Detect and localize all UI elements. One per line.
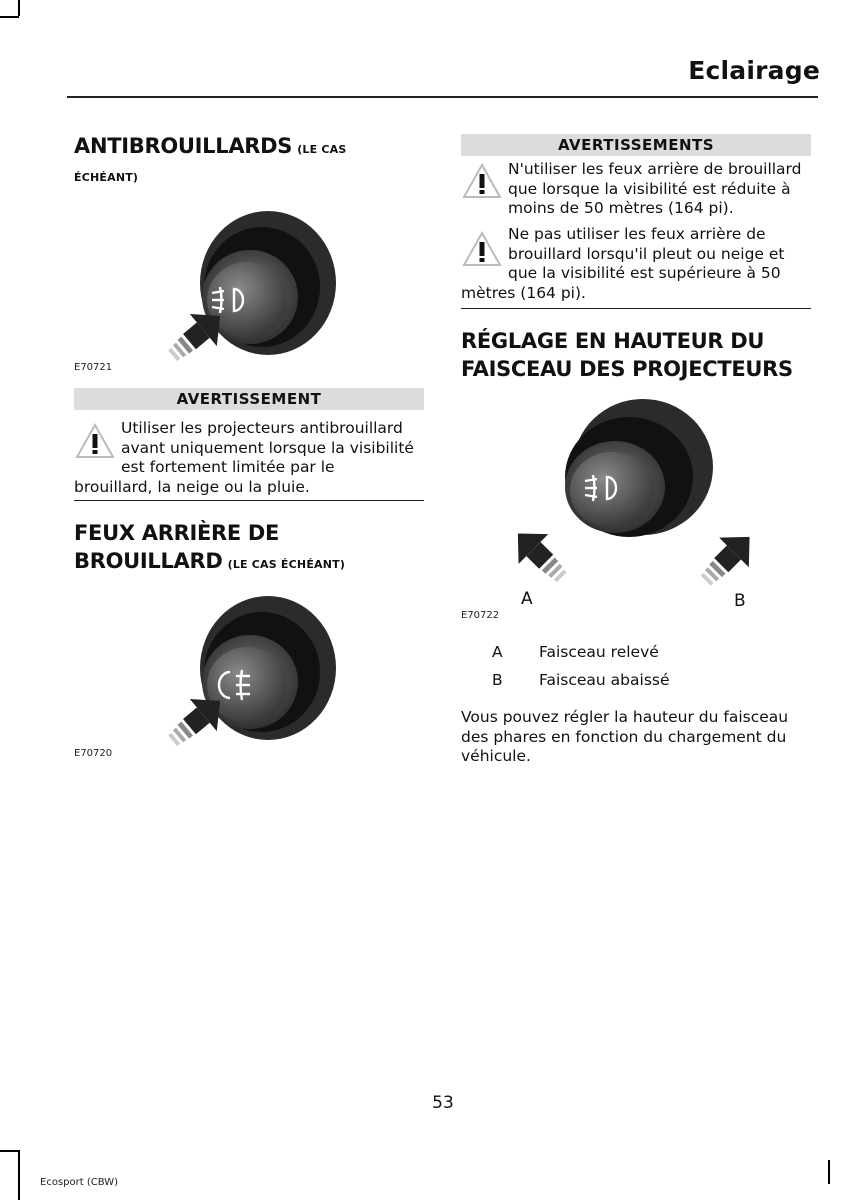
- section-title-line2: BROUILLARD: [74, 549, 223, 573]
- figure-label-a: A: [521, 589, 533, 609]
- crop-mark-bottom-left-h: [0, 1150, 19, 1152]
- crop-mark-top-left-h: [0, 16, 19, 18]
- warning-line: avant uniquement lorsque la visibilité: [121, 438, 414, 457]
- figure-code: E70720: [74, 748, 113, 759]
- warning-line: moins de 50 mètres (164 pi).: [508, 199, 734, 217]
- warning-text: [74, 419, 426, 497]
- crop-mark-bottom-left: [18, 1150, 20, 1200]
- warning-line: N'utiliser les feux arrière de brouillard: [508, 160, 802, 178]
- section-headlamp-leveling-heading: [461, 327, 841, 383]
- arrow-b: [691, 522, 765, 590]
- footer-model: Ecosport (CBW): [40, 1177, 118, 1188]
- section-qualifier: (LE CAS ÉCHÉANT): [227, 558, 346, 571]
- warning-line: brouillard, la neige ou la pluie.: [74, 477, 310, 496]
- warnings-heading: AVERTISSEMENTS: [461, 134, 811, 156]
- legend-text: Faisceau relevé: [539, 643, 659, 661]
- rear-fog-switch-figure: [150, 590, 350, 755]
- paragraph-line: véhicule.: [461, 747, 531, 765]
- warning-line: brouillard lorsqu'il pleut ou neige et: [508, 244, 785, 263]
- section-title-line1: RÉGLAGE EN HAUTEUR DU: [461, 329, 765, 353]
- warning-line: que lorsque la visibilité est réduite à: [508, 179, 791, 198]
- warning-rule: [74, 500, 424, 501]
- legend-key: B: [492, 671, 503, 689]
- section-title: ANTIBROUILLARDS: [74, 134, 293, 158]
- warning-line: que la visibilité est supérieure à 50: [508, 264, 781, 282]
- warnings-rule: [461, 308, 811, 309]
- paragraph-line: Vous pouvez régler la hauteur du faisceau: [461, 708, 789, 726]
- page-number: 53: [432, 1093, 454, 1113]
- paragraph-line: des phares en fonction du chargement du: [461, 727, 787, 746]
- legend-text: Faisceau abaissé: [539, 671, 670, 689]
- section-title-line2: FAISCEAU DES PROJECTEURS: [461, 357, 793, 381]
- crop-mark-top-left: [18, 0, 20, 16]
- figure-code: E70722: [461, 610, 500, 621]
- warning-text-1: [461, 160, 817, 219]
- front-fog-switch-figure: [150, 205, 350, 370]
- figure-label-b: B: [734, 591, 746, 611]
- figure-code: E70721: [74, 362, 113, 373]
- section-front-fog-heading: [74, 132, 434, 160]
- warning-line: est fortement limitée par le: [121, 458, 335, 476]
- warning-heading: AVERTISSEMENT: [74, 388, 424, 410]
- legend-key: A: [492, 643, 503, 661]
- warning-line: Utiliser les projecteurs antibrouillard: [121, 419, 403, 437]
- warning-line: Ne pas utiliser les feux arrière de: [508, 225, 766, 243]
- section-title-line1: FEUX ARRIÈRE DE: [74, 521, 280, 545]
- headlamp-leveling-figure: [495, 395, 785, 590]
- section-qualifier-continued: ÉCHÉANT): [74, 171, 139, 184]
- page-title: Eclairage: [688, 56, 820, 85]
- section-qualifier: (LE CAS: [297, 143, 347, 156]
- section-rear-fog-heading: [74, 519, 434, 575]
- body-paragraph: [461, 708, 821, 767]
- warning-line: mètres (164 pi).: [461, 283, 586, 302]
- arrow-a: [503, 519, 577, 590]
- crop-mark-bottom-right: [828, 1160, 830, 1184]
- warning-text-2: [461, 225, 817, 303]
- header-rule: [67, 96, 818, 98]
